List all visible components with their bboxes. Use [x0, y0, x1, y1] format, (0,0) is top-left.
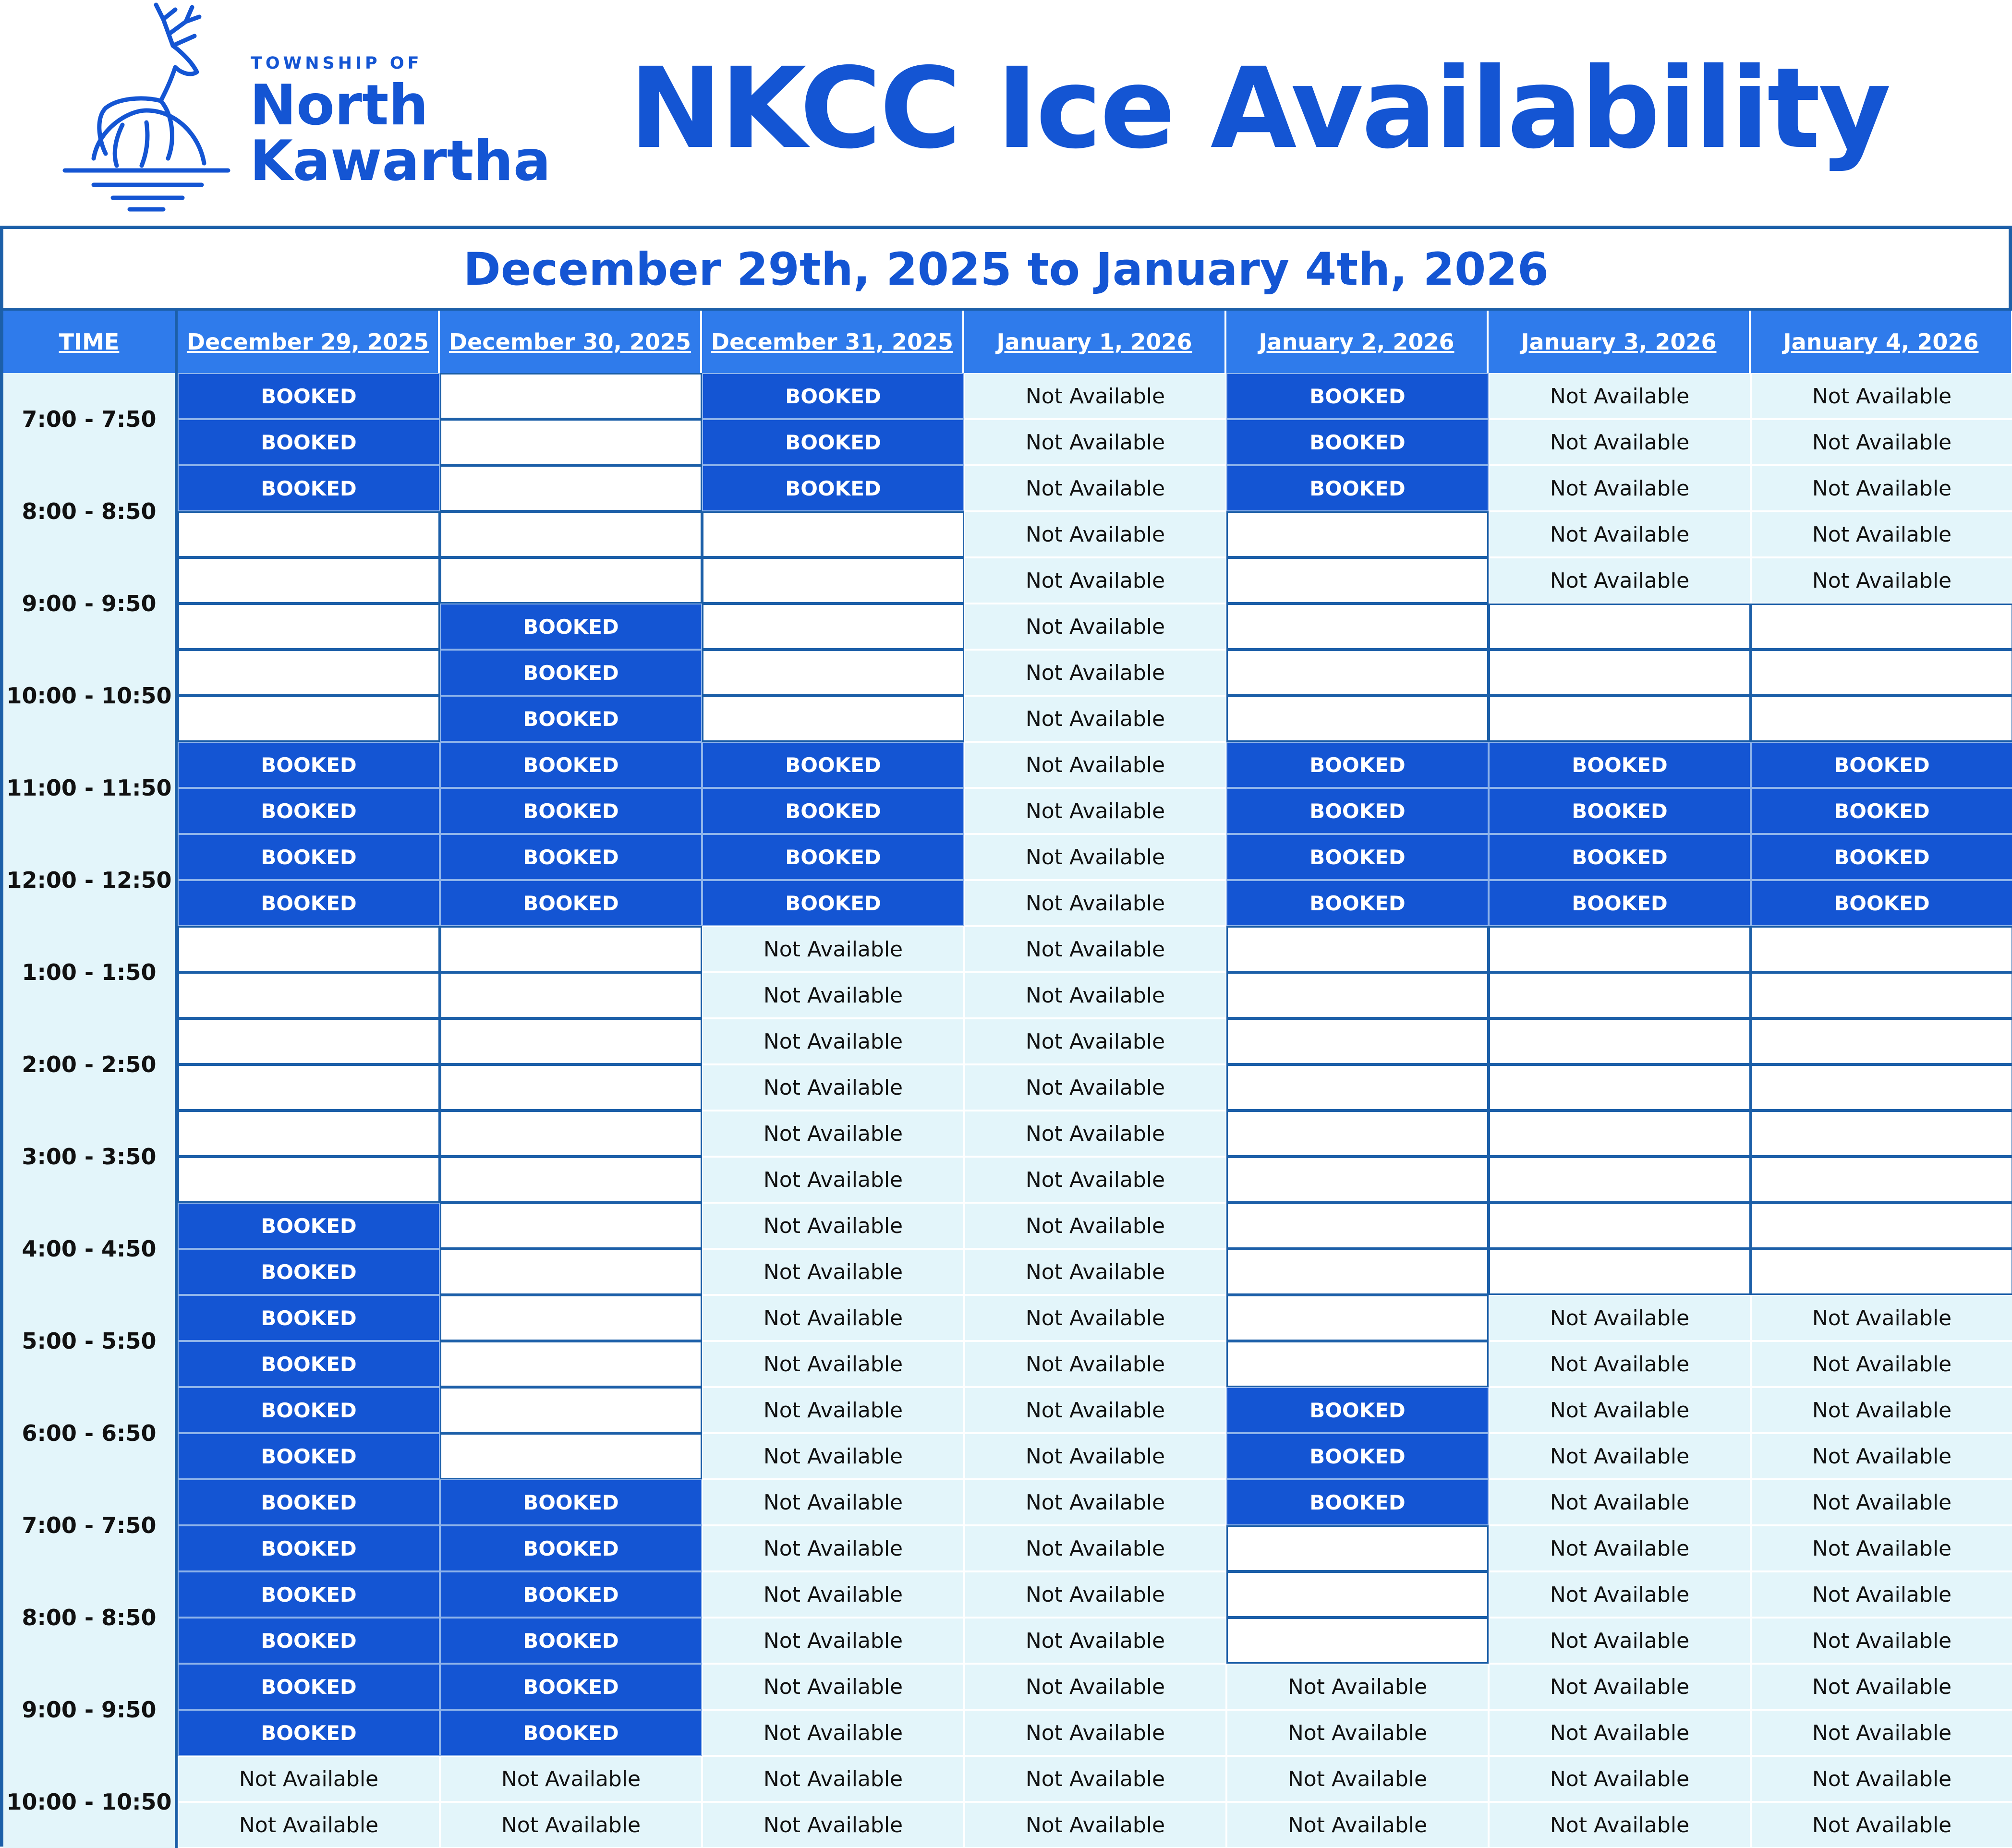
- open-slot-cell[interactable]: [1226, 1249, 1489, 1295]
- not-available-cell: Not Available: [1226, 1756, 1489, 1802]
- booked-cell: BOOKED: [178, 742, 440, 788]
- booked-cell: BOOKED: [440, 1664, 702, 1710]
- open-slot-cell[interactable]: [1489, 1203, 1751, 1249]
- not-available-cell: Not Available: [702, 1525, 964, 1571]
- not-available-cell: Not Available: [1751, 1618, 2012, 1664]
- booked-cell: BOOKED: [178, 1571, 440, 1618]
- open-slot-cell[interactable]: [1226, 1571, 1489, 1618]
- not-available-cell: Not Available: [1489, 1525, 1751, 1571]
- open-slot-cell[interactable]: [1226, 1341, 1489, 1387]
- open-slot-cell[interactable]: [1226, 1295, 1489, 1341]
- open-slot-cell[interactable]: [440, 465, 702, 511]
- booked-cell: BOOKED: [178, 1295, 440, 1341]
- booked-cell: BOOKED: [440, 1618, 702, 1664]
- not-available-cell: Not Available: [964, 1618, 1226, 1664]
- column-header-day[interactable]: January 2, 2026: [1226, 311, 1489, 373]
- time-slot-label: 10:00 - 10:50: [3, 1756, 178, 1848]
- time-slot-label: 7:00 - 7:50: [3, 1479, 178, 1571]
- time-slot-label: 12:00 - 12:50: [3, 834, 178, 926]
- not-available-cell: Not Available: [964, 1571, 1226, 1618]
- not-available-cell: Not Available: [964, 696, 1226, 742]
- column-header-day[interactable]: January 3, 2026: [1489, 311, 1751, 373]
- open-slot-cell[interactable]: [1489, 650, 1751, 696]
- booked-cell: BOOKED: [178, 1341, 440, 1387]
- open-slot-cell[interactable]: [440, 1203, 702, 1249]
- booked-cell: BOOKED: [1226, 373, 1489, 419]
- logo-township-text: TOWNSHIP OF: [251, 54, 423, 73]
- open-slot-cell[interactable]: [178, 926, 440, 972]
- booked-cell: BOOKED: [178, 465, 440, 511]
- booked-cell: BOOKED: [440, 1571, 702, 1618]
- not-available-cell: Not Available: [964, 788, 1226, 834]
- not-available-cell: Not Available: [702, 1111, 964, 1157]
- deer-sun-icon: [60, 0, 233, 214]
- booked-cell: BOOKED: [1226, 1433, 1489, 1479]
- open-slot-cell[interactable]: [1226, 1157, 1489, 1203]
- open-slot-cell[interactable]: [440, 926, 702, 972]
- time-slot-label: 8:00 - 8:50: [3, 465, 178, 557]
- booked-cell: BOOKED: [702, 742, 964, 788]
- open-slot-cell[interactable]: [440, 511, 702, 557]
- open-slot-cell[interactable]: [1226, 604, 1489, 650]
- not-available-cell: Not Available: [964, 1341, 1226, 1387]
- not-available-cell: Not Available: [1489, 557, 1751, 604]
- time-slot-label: 10:00 - 10:50: [3, 650, 178, 742]
- booked-cell: BOOKED: [178, 1618, 440, 1664]
- booked-cell: BOOKED: [1751, 742, 2012, 788]
- booked-cell: BOOKED: [1489, 742, 1751, 788]
- not-available-cell: Not Available: [964, 604, 1226, 650]
- not-available-cell: Not Available: [1751, 1387, 2012, 1433]
- not-available-cell: Not Available: [964, 1157, 1226, 1203]
- open-slot-cell[interactable]: [440, 972, 702, 1018]
- not-available-cell: Not Available: [1489, 1295, 1751, 1341]
- not-available-cell: Not Available: [1226, 1710, 1489, 1756]
- open-slot-cell[interactable]: [440, 373, 702, 419]
- booked-cell: BOOKED: [702, 834, 964, 880]
- booked-cell: BOOKED: [178, 1710, 440, 1756]
- open-slot-cell[interactable]: [178, 650, 440, 696]
- open-slot-cell[interactable]: [1489, 1249, 1751, 1295]
- open-slot-cell[interactable]: [1751, 696, 2012, 742]
- open-slot-cell[interactable]: [178, 1157, 440, 1203]
- time-slot-label: 2:00 - 2:50: [3, 1018, 178, 1111]
- open-slot-cell[interactable]: [440, 1111, 702, 1157]
- not-available-cell: Not Available: [1751, 419, 2012, 465]
- not-available-cell: Not Available: [1751, 1525, 2012, 1571]
- not-available-cell: Not Available: [964, 650, 1226, 696]
- booked-cell: BOOKED: [1489, 880, 1751, 926]
- booked-cell: BOOKED: [440, 1479, 702, 1525]
- not-available-cell: Not Available: [1751, 1802, 2012, 1848]
- open-slot-cell[interactable]: [1226, 1203, 1489, 1249]
- not-available-cell: Not Available: [964, 1018, 1226, 1064]
- not-available-cell: Not Available: [964, 926, 1226, 972]
- open-slot-cell[interactable]: [440, 1341, 702, 1387]
- not-available-cell: Not Available: [1751, 511, 2012, 557]
- open-slot-cell[interactable]: [1751, 1203, 2012, 1249]
- not-available-cell: Not Available: [964, 1756, 1226, 1802]
- booked-cell: BOOKED: [1226, 1479, 1489, 1525]
- booked-cell: BOOKED: [702, 465, 964, 511]
- booked-cell: BOOKED: [178, 1203, 440, 1249]
- time-slot-label: 9:00 - 9:50: [3, 1664, 178, 1756]
- open-slot-cell[interactable]: [440, 1295, 702, 1341]
- not-available-cell: Not Available: [1751, 1479, 2012, 1525]
- not-available-cell: Not Available: [964, 1664, 1226, 1710]
- booked-cell: BOOKED: [1226, 834, 1489, 880]
- time-slot-label: 7:00 - 7:50: [3, 373, 178, 465]
- booked-cell: BOOKED: [440, 880, 702, 926]
- not-available-cell: Not Available: [1751, 1433, 2012, 1479]
- column-header-day[interactable]: January 4, 2026: [1751, 311, 2012, 373]
- time-slot-label: 6:00 - 6:50: [3, 1387, 178, 1479]
- not-available-cell: Not Available: [1226, 1664, 1489, 1710]
- open-slot-cell[interactable]: [1751, 1157, 2012, 1203]
- time-slot-label: 3:00 - 3:50: [3, 1111, 178, 1203]
- booked-cell: BOOKED: [702, 373, 964, 419]
- booked-cell: BOOKED: [1489, 834, 1751, 880]
- open-slot-cell[interactable]: [440, 1387, 702, 1433]
- logo-kawartha-text: Kawartha: [250, 129, 551, 193]
- not-available-cell: Not Available: [964, 373, 1226, 419]
- open-slot-cell[interactable]: [1226, 650, 1489, 696]
- not-available-cell: Not Available: [702, 1341, 964, 1387]
- not-available-cell: Not Available: [702, 1157, 964, 1203]
- open-slot-cell[interactable]: [178, 972, 440, 1018]
- not-available-cell: Not Available: [1751, 1295, 2012, 1341]
- booked-cell: BOOKED: [178, 1387, 440, 1433]
- booked-cell: BOOKED: [1226, 1387, 1489, 1433]
- not-available-cell: Not Available: [702, 1571, 964, 1618]
- booked-cell: BOOKED: [1751, 880, 2012, 926]
- not-available-cell: Not Available: [1489, 1756, 1751, 1802]
- booked-cell: BOOKED: [1489, 788, 1751, 834]
- open-slot-cell[interactable]: [1226, 926, 1489, 972]
- not-available-cell: Not Available: [964, 1295, 1226, 1341]
- not-available-cell: Not Available: [1489, 465, 1751, 511]
- open-slot-cell[interactable]: [178, 1064, 440, 1111]
- booked-cell: BOOKED: [1751, 788, 2012, 834]
- not-available-cell: Not Available: [702, 1018, 964, 1064]
- not-available-cell: Not Available: [1751, 1756, 2012, 1802]
- open-slot-cell[interactable]: [1226, 1018, 1489, 1064]
- time-slot-label: 9:00 - 9:50: [3, 557, 178, 650]
- open-slot-cell[interactable]: [702, 650, 964, 696]
- not-available-cell: Not Available: [964, 1433, 1226, 1479]
- open-slot-cell[interactable]: [1226, 1525, 1489, 1571]
- not-available-cell: Not Available: [702, 1064, 964, 1111]
- page-header: [0, 0, 2012, 226]
- not-available-cell: Not Available: [964, 1203, 1226, 1249]
- open-slot-cell[interactable]: [1489, 1064, 1751, 1111]
- booked-cell: BOOKED: [440, 742, 702, 788]
- not-available-cell: Not Available: [964, 742, 1226, 788]
- not-available-cell: Not Available: [964, 1387, 1226, 1433]
- not-available-cell: Not Available: [964, 1249, 1226, 1295]
- column-header-day[interactable]: December 30, 2025: [440, 311, 702, 373]
- booked-cell: BOOKED: [178, 1249, 440, 1295]
- booked-cell: BOOKED: [1226, 465, 1489, 511]
- column-header-day[interactable]: January 1, 2026: [964, 311, 1226, 373]
- column-header-day[interactable]: December 31, 2025: [702, 311, 964, 373]
- open-slot-cell[interactable]: [178, 1018, 440, 1064]
- not-available-cell: Not Available: [964, 511, 1226, 557]
- booked-cell: BOOKED: [1226, 742, 1489, 788]
- not-available-cell: Not Available: [702, 1710, 964, 1756]
- not-available-cell: Not Available: [1489, 1479, 1751, 1525]
- open-slot-cell[interactable]: [440, 1064, 702, 1111]
- not-available-cell: Not Available: [1489, 511, 1751, 557]
- open-slot-cell[interactable]: [1751, 650, 2012, 696]
- not-available-cell: Not Available: [1751, 557, 2012, 604]
- open-slot-cell[interactable]: [1489, 604, 1751, 650]
- not-available-cell: Not Available: [702, 1203, 964, 1249]
- not-available-cell: Not Available: [178, 1802, 440, 1848]
- not-available-cell: Not Available: [1489, 1433, 1751, 1479]
- booked-cell: BOOKED: [178, 1433, 440, 1479]
- open-slot-cell[interactable]: [1751, 972, 2012, 1018]
- booked-cell: BOOKED: [178, 788, 440, 834]
- open-slot-cell[interactable]: [702, 604, 964, 650]
- open-slot-cell[interactable]: [1226, 1111, 1489, 1157]
- open-slot-cell[interactable]: [440, 1157, 702, 1203]
- open-slot-cell[interactable]: [178, 604, 440, 650]
- not-available-cell: Not Available: [1489, 1571, 1751, 1618]
- not-available-cell: Not Available: [702, 1387, 964, 1433]
- open-slot-cell[interactable]: [440, 1249, 702, 1295]
- not-available-cell: Not Available: [964, 834, 1226, 880]
- not-available-cell: Not Available: [178, 1756, 440, 1802]
- booked-cell: BOOKED: [440, 788, 702, 834]
- not-available-cell: Not Available: [1489, 1341, 1751, 1387]
- not-available-cell: Not Available: [702, 1802, 964, 1848]
- not-available-cell: Not Available: [702, 1756, 964, 1802]
- open-slot-cell[interactable]: [1226, 1064, 1489, 1111]
- open-slot-cell[interactable]: [178, 1111, 440, 1157]
- open-slot-cell[interactable]: [1751, 604, 2012, 650]
- booked-cell: BOOKED: [178, 834, 440, 880]
- booked-cell: BOOKED: [440, 696, 702, 742]
- booked-cell: BOOKED: [178, 419, 440, 465]
- open-slot-cell[interactable]: [440, 1018, 702, 1064]
- open-slot-cell[interactable]: [1489, 1111, 1751, 1157]
- open-slot-cell[interactable]: [178, 557, 440, 604]
- not-available-cell: Not Available: [964, 1802, 1226, 1848]
- booked-cell: BOOKED: [178, 373, 440, 419]
- not-available-cell: Not Available: [964, 972, 1226, 1018]
- not-available-cell: Not Available: [1489, 1802, 1751, 1848]
- not-available-cell: Not Available: [1751, 1710, 2012, 1756]
- column-header-time[interactable]: TIME: [3, 311, 178, 373]
- booked-cell: BOOKED: [440, 834, 702, 880]
- time-slot-label: 8:00 - 8:50: [3, 1571, 178, 1664]
- not-available-cell: Not Available: [1751, 1664, 2012, 1710]
- not-available-cell: Not Available: [702, 1249, 964, 1295]
- booked-cell: BOOKED: [702, 788, 964, 834]
- open-slot-cell[interactable]: [1489, 1157, 1751, 1203]
- not-available-cell: Not Available: [702, 972, 964, 1018]
- not-available-cell: Not Available: [964, 1525, 1226, 1571]
- open-slot-cell[interactable]: [1751, 1111, 2012, 1157]
- not-available-cell: Not Available: [964, 1111, 1226, 1157]
- open-slot-cell[interactable]: [702, 557, 964, 604]
- time-slot-label: 1:00 - 1:50: [3, 926, 178, 1018]
- booked-cell: BOOKED: [440, 650, 702, 696]
- booked-cell: BOOKED: [1226, 788, 1489, 834]
- open-slot-cell[interactable]: [1751, 1249, 2012, 1295]
- booked-cell: BOOKED: [702, 419, 964, 465]
- date-range-title: December 29th, 2025 to January 4th, 2026: [3, 229, 2009, 311]
- not-available-cell: Not Available: [702, 1433, 964, 1479]
- not-available-cell: Not Available: [1489, 419, 1751, 465]
- not-available-cell: Not Available: [702, 1479, 964, 1525]
- not-available-cell: Not Available: [1489, 373, 1751, 419]
- booked-cell: BOOKED: [440, 604, 702, 650]
- open-slot-cell[interactable]: [1489, 1018, 1751, 1064]
- booked-cell: BOOKED: [178, 880, 440, 926]
- open-slot-cell[interactable]: [1226, 1618, 1489, 1664]
- open-slot-cell[interactable]: [1751, 1018, 2012, 1064]
- township-logo[interactable]: [60, 0, 569, 214]
- not-available-cell: Not Available: [964, 1710, 1226, 1756]
- booked-cell: BOOKED: [178, 1525, 440, 1571]
- open-slot-cell[interactable]: [1226, 972, 1489, 1018]
- booked-cell: BOOKED: [1751, 834, 2012, 880]
- not-available-cell: Not Available: [1751, 465, 2012, 511]
- open-slot-cell[interactable]: [702, 696, 964, 742]
- booked-cell: BOOKED: [440, 1710, 702, 1756]
- logo-north-text: North: [250, 73, 429, 138]
- open-slot-cell[interactable]: [178, 696, 440, 742]
- page-title: NKCC Ice Availability: [629, 44, 1890, 173]
- open-slot-cell[interactable]: [1226, 511, 1489, 557]
- booked-cell: BOOKED: [178, 1479, 440, 1525]
- not-available-cell: Not Available: [702, 1664, 964, 1710]
- booked-cell: BOOKED: [702, 880, 964, 926]
- open-slot-cell[interactable]: [440, 419, 702, 465]
- open-slot-cell[interactable]: [1489, 972, 1751, 1018]
- not-available-cell: Not Available: [1489, 1618, 1751, 1664]
- not-available-cell: Not Available: [1751, 1571, 2012, 1618]
- not-available-cell: Not Available: [1489, 1387, 1751, 1433]
- open-slot-cell[interactable]: [1751, 926, 2012, 972]
- availability-table: [0, 226, 2012, 1847]
- time-slot-label: 4:00 - 4:50: [3, 1203, 178, 1295]
- not-available-cell: Not Available: [964, 880, 1226, 926]
- open-slot-cell[interactable]: [1489, 696, 1751, 742]
- open-slot-cell[interactable]: [1226, 696, 1489, 742]
- open-slot-cell[interactable]: [1751, 1064, 2012, 1111]
- not-available-cell: Not Available: [1489, 1710, 1751, 1756]
- not-available-cell: Not Available: [964, 1064, 1226, 1111]
- open-slot-cell[interactable]: [1489, 926, 1751, 972]
- not-available-cell: Not Available: [1751, 1341, 2012, 1387]
- not-available-cell: Not Available: [964, 419, 1226, 465]
- not-available-cell: Not Available: [440, 1802, 702, 1848]
- booked-cell: BOOKED: [178, 1664, 440, 1710]
- not-available-cell: Not Available: [964, 1479, 1226, 1525]
- not-available-cell: Not Available: [964, 557, 1226, 604]
- not-available-cell: Not Available: [702, 926, 964, 972]
- open-slot-cell[interactable]: [702, 511, 964, 557]
- time-slot-label: 11:00 - 11:50: [3, 742, 178, 834]
- not-available-cell: Not Available: [702, 1295, 964, 1341]
- column-header-day[interactable]: December 29, 2025: [178, 311, 440, 373]
- not-available-cell: Not Available: [964, 465, 1226, 511]
- not-available-cell: Not Available: [1751, 373, 2012, 419]
- not-available-cell: Not Available: [1489, 1664, 1751, 1710]
- booked-cell: BOOKED: [1226, 880, 1489, 926]
- open-slot-cell[interactable]: [440, 557, 702, 604]
- not-available-cell: Not Available: [1226, 1802, 1489, 1848]
- booked-cell: BOOKED: [1226, 419, 1489, 465]
- booked-cell: BOOKED: [440, 1525, 702, 1571]
- open-slot-cell[interactable]: [1226, 557, 1489, 604]
- open-slot-cell[interactable]: [440, 1433, 702, 1479]
- time-slot-label: 5:00 - 5:50: [3, 1295, 178, 1387]
- open-slot-cell[interactable]: [178, 511, 440, 557]
- not-available-cell: Not Available: [702, 1618, 964, 1664]
- not-available-cell: Not Available: [440, 1756, 702, 1802]
